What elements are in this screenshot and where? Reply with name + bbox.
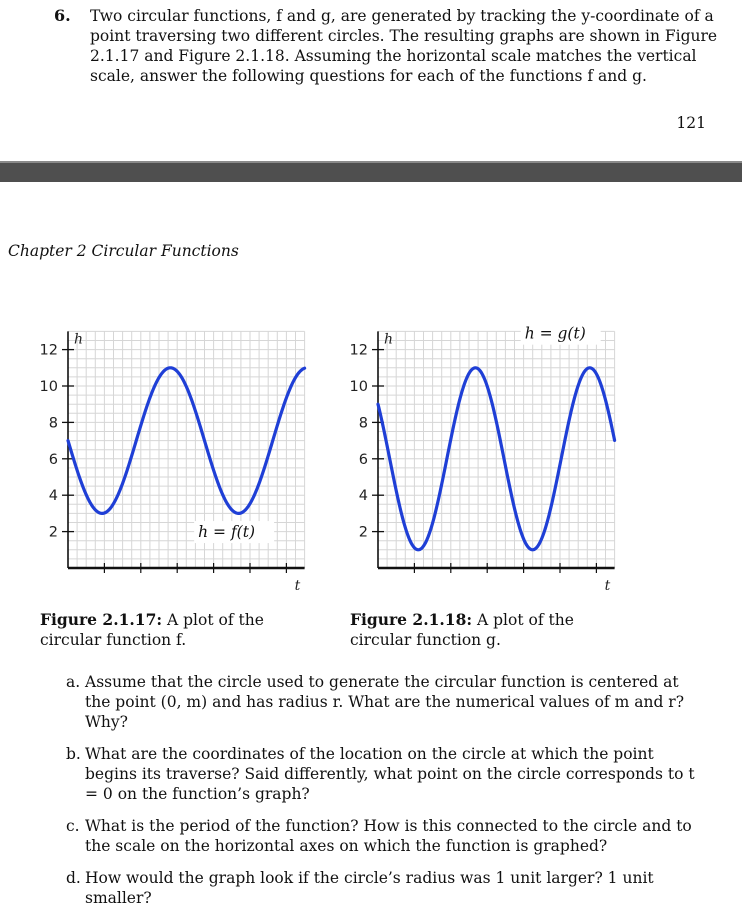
question-text: Assume that the circle used to generate the circular function is centered at the point (0, m) and has radius r. What are the numerical values of m and r? Why? <box>85 673 685 731</box>
function-label: h = f(t) <box>198 523 256 542</box>
axis-label-h: h <box>74 331 84 348</box>
figure-f-caption <box>40 610 330 650</box>
figure-g-plot <box>310 320 650 594</box>
y-tick-label: 2 <box>48 524 58 541</box>
axis-label-h: h <box>384 331 394 348</box>
y-tick-label: 8 <box>358 415 368 432</box>
y-tick-label: 12 <box>349 342 368 359</box>
y-tick-label: 10 <box>349 379 368 395</box>
y-tick-label: 4 <box>48 488 58 505</box>
figure-f-caption-text: A plot of the circular function f. <box>40 611 264 649</box>
y-tick-label: 12 <box>39 342 58 359</box>
question-letter: b. <box>66 745 81 763</box>
question-list <box>66 672 706 908</box>
problem-text: Two circular functions, f and g, are generated by tracking the y-coordinate of a point traversing two different circles. The resulting graphs are shown in Figure 2.1.17 and Figure 2.1.18. Assuming the horizontal scale matches the vertical scale, answer the following questions for each of the functions f and g. <box>90 7 718 85</box>
axis-label-t: t <box>294 578 301 594</box>
question-d <box>66 868 706 908</box>
axis-label-t: t <box>604 578 611 594</box>
y-tick-label: 2 <box>358 524 368 541</box>
figure-g-caption-text: A plot of the circular function g. <box>350 611 574 649</box>
y-tick-label: 6 <box>48 451 58 468</box>
page-number: 121 <box>676 114 706 132</box>
question-letter: a. <box>66 673 81 691</box>
y-tick-label: 8 <box>48 415 58 432</box>
figure-f-caption-label: Figure 2.1.17: <box>40 610 163 629</box>
question-a <box>66 672 706 732</box>
chapter-title: Chapter 2 Circular Functions <box>8 242 239 260</box>
figure-g-caption-label: Figure 2.1.18: <box>350 610 473 629</box>
question-text: How would the graph look if the circle’s radius was 1 unit larger? 1 unit smaller? <box>85 869 654 907</box>
page-divider-bar <box>0 163 742 182</box>
question-letter: c. <box>66 817 80 835</box>
question-text: What are the coordinates of the location on the circle at which the point begins its traverse? Said differently, what point on the circle corresponds to t = 0 on the function’s graph? <box>85 745 695 803</box>
figure-g-caption <box>350 610 640 650</box>
question-b <box>66 744 706 804</box>
question-text: What is the period of the function? How is this connected to the circle and to the scale on the horizontal axes on which the function is graphed? <box>85 817 692 855</box>
y-tick-label: 4 <box>358 488 368 505</box>
y-tick-label: 10 <box>39 379 58 395</box>
question-c <box>66 816 706 856</box>
function-label: h = g(t) <box>524 324 586 343</box>
figure-f-plot <box>0 320 330 594</box>
question-letter: d. <box>66 869 81 887</box>
y-tick-label: 6 <box>358 451 368 468</box>
problem-number: 6. <box>54 6 71 25</box>
